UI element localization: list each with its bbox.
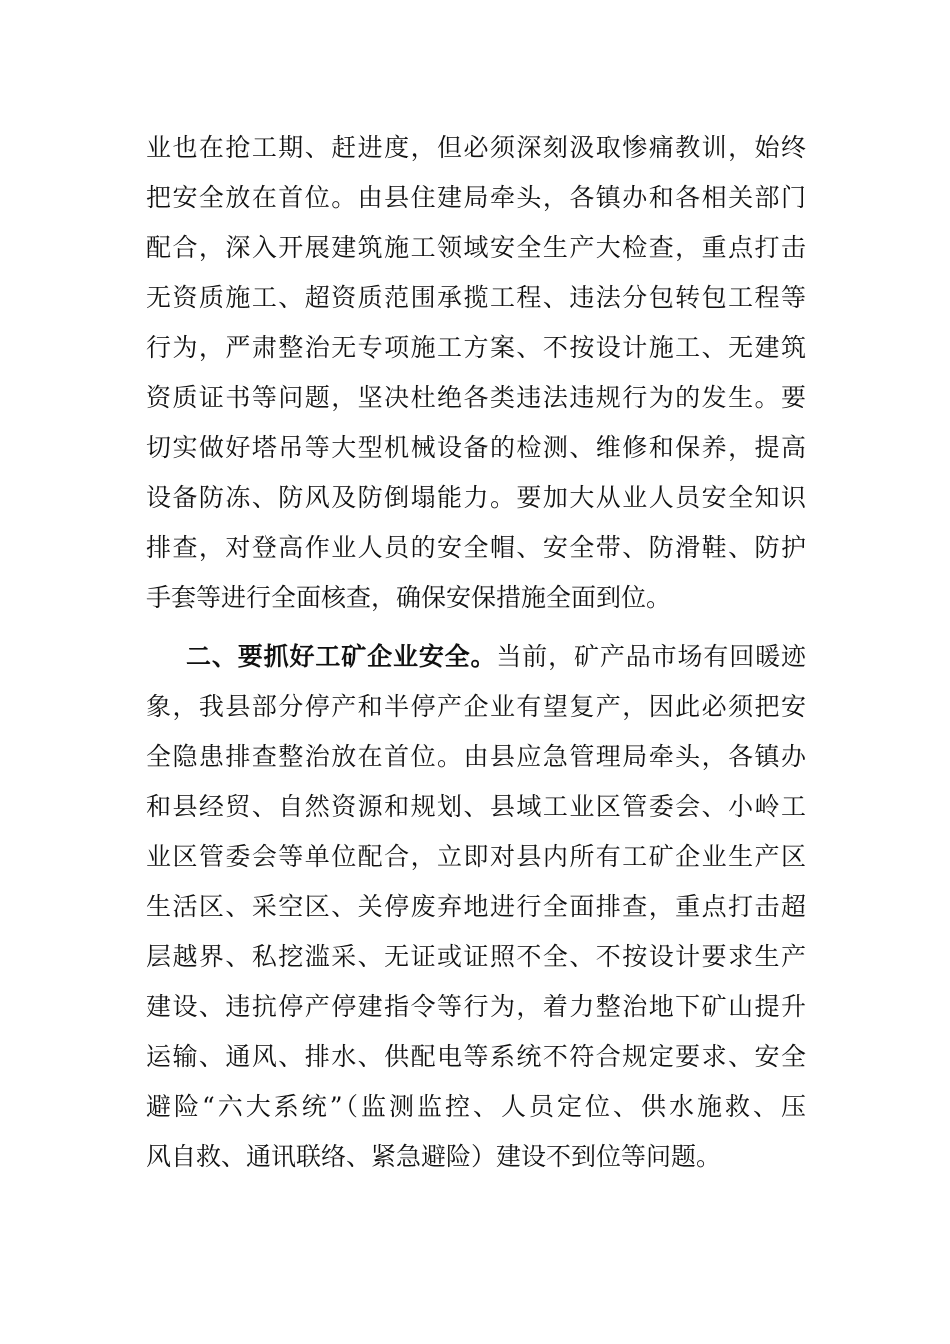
text-line: 设备防冻、防风及防倒塌能力。要加大从业人员安全知识 [146,483,806,512]
text-line: 层越界、私挖滥采、无证或证照不全、不按设计要求生产 [146,942,806,971]
text-line: 建设、违抗停产停建指令等行为，着力整治地下矿山提升 [146,992,806,1021]
text-line: 避险“六大系统”（监测监控、人员定位、供水施救、压 [146,1092,806,1121]
text-line: 行为，严肃整治无专项施工方案、不按设计施工、无建筑 [146,333,806,362]
text-line: 和县经贸、自然资源和规划、县域工业区管委会、小岭工 [146,792,806,821]
section-heading: 二、要抓好工矿企业安全。 [186,642,497,671]
text-line: 业区管委会等单位配合，立即对县内所有工矿企业生产区 [146,842,806,871]
text-line: 排查，对登高作业人员的安全帽、安全带、防滑鞋、防护 [146,533,806,562]
text-line: 象，我县部分停产和半停产企业有望复产，因此必须把安 [146,692,806,721]
text-segment: 当前，矿产品市场有回暖迹 [496,642,806,671]
paragraph-first-line [186,637,806,677]
text-line: 无资质施工、超资质范围承揽工程、违法分包转包工程等 [146,283,806,312]
text-line: 资质证书等问题，坚决杜绝各类违法违规行为的发生。要 [146,383,806,412]
text-line: 业也在抢工期、赶进度，但必须深刻汲取惨痛教训，始终 [146,133,806,162]
text-line: 配合，深入开展建筑施工领域安全生产大检查，重点打击 [146,233,806,262]
text-line: 全隐患排查整治放在首位。由县应急管理局牵头，各镇办 [146,742,806,771]
text-line: 把安全放在首位。由县住建局牵头，各镇办和各相关部门 [146,183,806,212]
text-line: 风自救、通讯联络、紧急避险）建设不到位等问题。 [146,1142,722,1171]
text-line: 手套等进行全面核查，确保安保措施全面到位。 [146,583,672,612]
text-line: 生活区、采空区、关停废弃地进行全面排查，重点打击超 [146,892,806,921]
text-line: 运输、通风、排水、供配电等系统不符合规定要求、安全 [146,1042,806,1071]
text-line: 切实做好塔吊等大型机械设备的检测、维修和保养，提高 [146,433,806,462]
